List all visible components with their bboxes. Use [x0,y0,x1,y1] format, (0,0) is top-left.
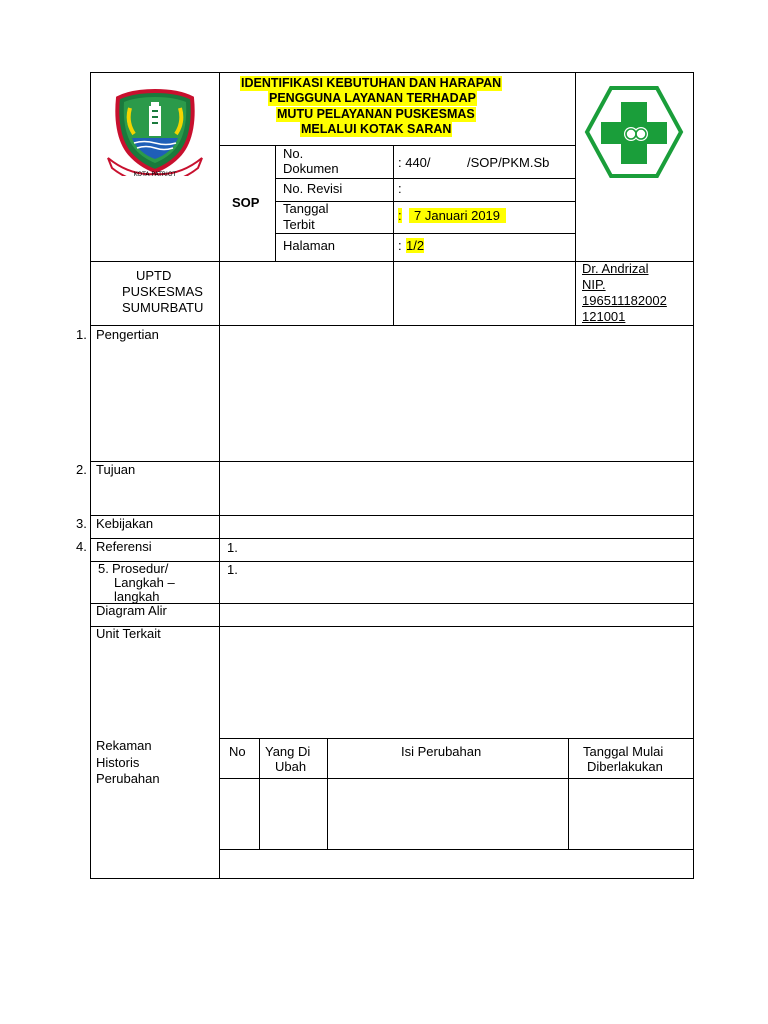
history-col [327,738,328,850]
row-num: 4. [76,539,87,554]
table-border-left [90,72,91,879]
table-col-value [393,145,394,325]
table-top [90,72,694,73]
org-line: SUMURBATU [122,300,204,315]
row-label-rekaman: Historis [96,755,140,770]
table-border-right [693,72,694,879]
title-line-1: IDENTIFIKASI KEBUTUHAN DAN HARAPAN [241,76,502,90]
emblem-banner-text: KOTA PATRIOT [133,171,177,176]
field-value: 1/2 [406,238,425,253]
table-col-label [275,145,276,261]
row-line [90,325,694,326]
row-label-diagram-alir: Diagram Alir [96,603,167,618]
field-value: : [398,181,402,196]
row-line [90,561,694,562]
row-label-tujuan: Tujuan [96,462,136,477]
table-col-right-header [575,72,576,325]
row-label-prosedur: Prosedur/ [112,561,169,576]
row-num: 2. [76,462,87,477]
row-label-prosedur: Langkah – [114,575,175,590]
city-emblem-logo [104,88,206,176]
title-line-3: MUTU PELAYANAN PUSKESMAS [277,107,475,121]
org-line: PUSKESMAS [122,284,203,299]
table-bottom [90,878,694,879]
field-label: Halaman [283,238,336,253]
signer-name: Dr. Andrizal [582,261,649,276]
field-row-line [275,178,576,179]
title-line-4: MELALUI KOTAK SARAN [301,122,452,136]
history-row-bottom [219,849,694,850]
field-value-colon: : [398,208,402,223]
history-col [259,738,260,850]
prosedur-content: 1. [227,562,238,577]
row-num: 3. [76,516,87,531]
field-row-line [275,233,576,234]
row-label-rekaman: Rekaman [96,738,152,753]
referensi-content: 1. [227,540,238,555]
field-value: 7 Januari 2019 [409,208,506,223]
field-label: Tanggal [283,201,329,216]
row-label-rekaman: Perubahan [96,771,160,786]
row-num: 1. [76,327,87,342]
history-col [568,738,569,850]
row-line [90,461,694,462]
title-line-2: PENGGUNA LAYANAN TERHADAP [269,91,476,105]
field-label: Dokumen [283,161,339,176]
puskesmas-logo [583,84,685,180]
table-col-divider [219,72,220,879]
field-value: /SOP/PKM.Sb [467,155,550,170]
history-header-tanggal: Diberlakukan [587,759,663,774]
field-label: No. Revisi [283,181,343,196]
row-line [90,626,694,627]
row-label-unit-terkait: Unit Terkait [96,626,161,641]
signer-nip-1: 196511182002 [582,293,667,308]
sop-label: SOP [232,195,260,210]
signer-nip-label: NIP. [582,277,606,292]
field-label: Terbit [283,217,315,232]
history-header-yang-di-ubah: Yang Di [265,744,311,759]
history-header-yang-di-ubah: Ubah [275,759,307,774]
history-header-no: No [229,744,246,759]
row-label-pengertian: Pengertian [96,327,159,342]
row-label-referensi: Referensi [96,539,152,554]
row-line [90,538,694,539]
history-header-bottom [219,778,694,779]
title-bottom [219,145,576,146]
org-line: UPTD [136,268,172,283]
row-line [90,515,694,516]
field-value-colon: : [398,238,402,253]
row-label-kebijakan: Kebijakan [96,516,154,531]
history-header-tanggal: Tanggal Mulai [583,744,664,759]
row-line [219,738,694,739]
row-line [90,603,694,604]
signer-nip-2: 121001 [582,309,626,324]
field-value: : 440/ [398,155,431,170]
history-header-isi: Isi Perubahan [401,744,482,759]
row-num: 5. [98,561,109,576]
field-label: No. [283,146,304,161]
row-label-prosedur: langkah [114,589,160,604]
